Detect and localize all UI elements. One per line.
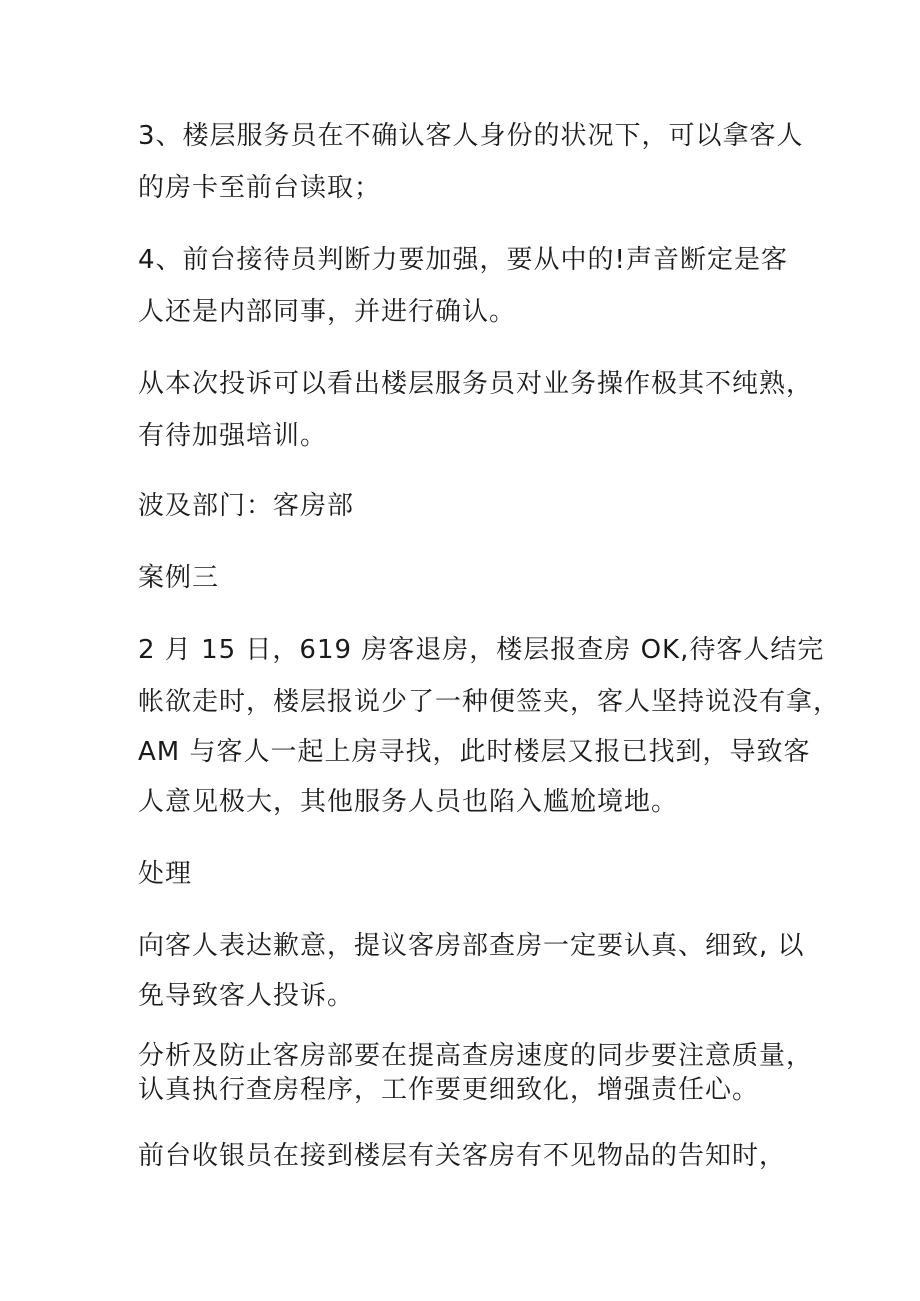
paragraph-conclusion-line-1: 从本次投诉可以看出楼层服务员对业务操作极其不纯熟， [138,369,814,399]
paragraph-case-description-line-3: AM 与客人一起上房寻找，此时楼层又报已找到，导致客 [138,737,811,767]
paragraph-item-4-line-2: 人还是内部同事，并进行确认。 [138,297,517,327]
handling-heading: 处理 [138,859,193,889]
paragraph-handling-line-1: 向客人表达歉意，提议客房部查房一定要认真、细致, 以 [138,931,805,961]
paragraph-handling-line-2: 免导致客人投诉。 [138,981,355,1011]
paragraph-item-3-line-1: 3、楼层服务员在不确认客人身份的状况下，可以拿客人 [138,121,804,151]
paragraph-item-4-line-1: 4、前台接待员判断力要加强，要从中的!声音断定是客 [138,245,788,275]
paragraph-analysis-line-2: 认真执行查房程序，工作要更细致化，增强责任心。 [138,1075,760,1105]
paragraph-case-description-line-4: 人意见极大，其他服务人员也陷入尴尬境地。 [138,787,679,817]
paragraph-case-description-line-1: 2 月 15 日，619 房客退房，楼层报查房 OK,待客人结完 [138,635,825,665]
paragraph-cashier-line-1: 前台收银员在接到楼层有关客房有不见物品的告知时， [138,1141,787,1171]
case-title: 案例三 [138,563,220,593]
paragraph-department: 波及部门：客房部 [138,491,355,521]
paragraph-case-description-line-2: 帐欲走时，楼层报说少了一种便签夹，客人坚持说没有拿， [138,687,841,717]
paragraph-conclusion-line-2: 有待加强培训。 [138,421,328,451]
paragraph-item-3-line-2: 的房卡至前台读取； [138,173,382,203]
paragraph-analysis-line-1: 分析及防止客房部要在提高查房速度的同步要注意质量， [138,1041,814,1071]
